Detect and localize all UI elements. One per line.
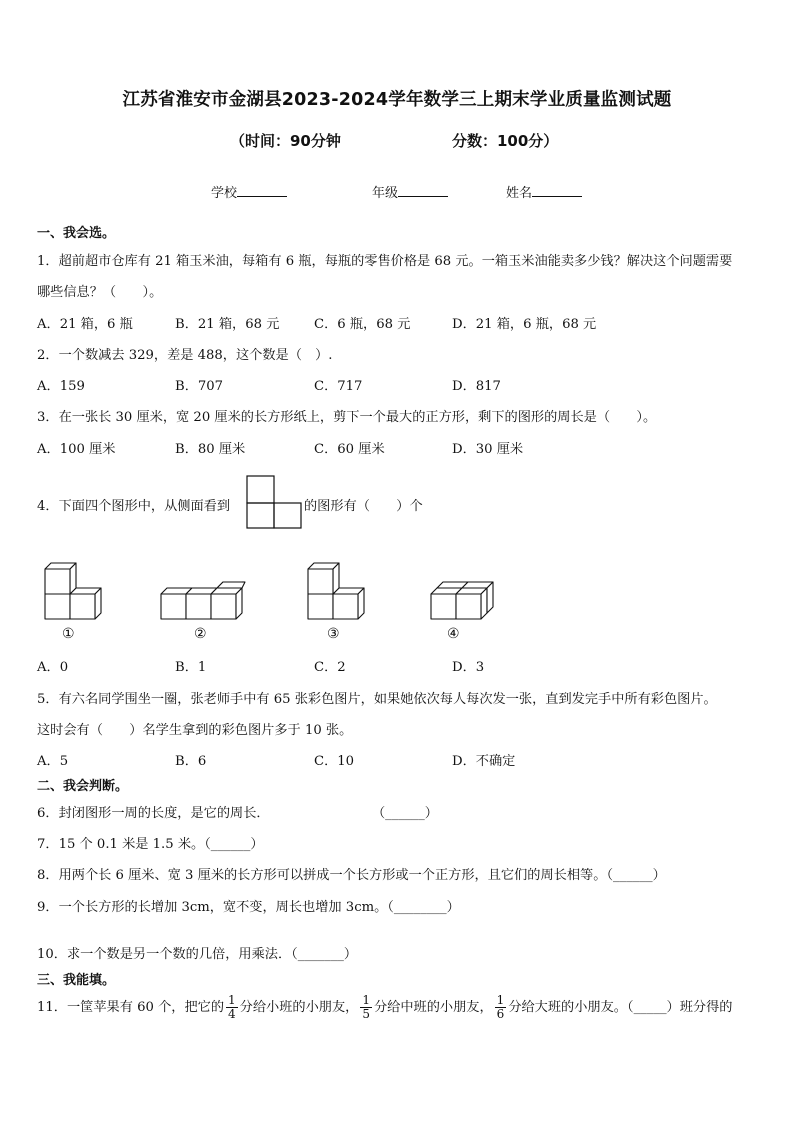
question-7: 7．15 个 0.1 米是 1.5 米。（______） [37, 837, 264, 852]
question-5-option-b[interactable]: B．6 [175, 754, 207, 769]
question-11 [37, 990, 733, 1026]
school-label: 学校 [211, 186, 238, 201]
side-view-figure [245, 474, 305, 530]
cube-figure-1 [40, 562, 106, 624]
question-5-line-2: 这时会有（ ）名学生拿到的彩色图片多于 10 张。 [37, 723, 353, 738]
cube-figure-2 [158, 578, 248, 624]
question-3-option-c[interactable]: C．60 厘米 [314, 442, 385, 457]
school-blank[interactable] [237, 196, 287, 197]
question-2: 2．一个数减去 329，差是 488，这个数是（ ）. [37, 348, 333, 363]
section-heading-2: 二、我会判断。 [37, 779, 129, 794]
question-1-option-b[interactable]: B．21 箱，68 元 [175, 317, 280, 332]
question-3-option-d[interactable]: D．30 厘米 [452, 442, 524, 457]
question-1-option-c[interactable]: C．6 瓶，68 元 [314, 317, 411, 332]
question-11-part-c: 分给中班的小朋友， [373, 1000, 493, 1015]
question-9: 9．一个长方形的长增加 3cm，宽不变，周长也增加 3cm。（________） [37, 900, 460, 915]
question-5-option-c[interactable]: C．10 [314, 754, 355, 769]
grade-blank[interactable] [398, 196, 448, 197]
question-3-option-b[interactable]: B．80 厘米 [175, 442, 246, 457]
name-blank[interactable] [532, 196, 582, 197]
section-heading-3: 三、我能填。 [37, 973, 116, 988]
question-11-part-b: 分给小班的小朋友， [239, 1000, 359, 1015]
question-4-option-b[interactable]: B．1 [175, 660, 207, 675]
exam-time: （时间：90分钟 [230, 132, 341, 150]
cube-figure-4 [428, 578, 498, 624]
question-2-option-b[interactable]: B．707 [175, 379, 224, 394]
question-1-option-a[interactable]: A．21 箱，6 瓶 [37, 317, 133, 332]
question-2-option-c[interactable]: C．717 [314, 379, 363, 394]
name-label: 姓名 [506, 186, 533, 201]
question-3: 3．在一张长 30 厘米，宽 20 厘米的长方形纸上，剪下一个最大的正方形，剩下的图形的周长是（ ）。 [37, 410, 657, 425]
question-8: 8．用两个长 6 厘米、宽 3 厘米的长方形可以拼成一个长方形或一个正方形，且它们的周长相等。（______） [37, 868, 666, 883]
question-1-line-1: 1．超前超市仓库有 21 箱玉米油，每箱有 6 瓶，每瓶的零售价格是 68 元。一箱玉米油能卖多少钱？解决这个问题需要 [37, 254, 733, 269]
page-title: 江苏省淮安市金湖县2023-2024学年数学三上期末学业质量监测试题 [122, 90, 672, 110]
question-4-option-a[interactable]: A．0 [37, 660, 69, 675]
grade-label: 年级 [372, 186, 399, 201]
question-10: 10．求一个数是另一个数的几倍，用乘法．（_______） [37, 947, 358, 962]
figure-label-2: ② [194, 626, 207, 642]
question-11-part-a: 11．一筐苹果有 60 个，把它的 [37, 1000, 225, 1015]
question-6-answer-blank[interactable]: （______） [372, 806, 438, 821]
name-field[interactable] [506, 182, 582, 201]
question-4-option-d[interactable]: D．3 [452, 660, 485, 675]
exam-score: 分数：100分） [452, 132, 559, 150]
question-3-option-a[interactable]: A．100 厘米 [37, 442, 116, 457]
section-heading-1: 一、我会选。 [37, 226, 116, 241]
cube-figure-3 [303, 562, 369, 624]
question-11-part-d: 分给大班的小朋友。（_____）班分得的 [508, 1000, 733, 1015]
fraction-one-quarter: $\frac{1}{4}$ [228, 993, 236, 1021]
school-field[interactable] [211, 182, 287, 201]
question-6: 6．封闭图形一周的长度，是它的周长． [37, 806, 270, 821]
fraction-one-fifth: $\frac{1}{5}$ [362, 993, 370, 1021]
question-1-option-d[interactable]: D．21 箱，6 瓶，68 元 [452, 317, 597, 332]
question-2-option-d[interactable]: D．817 [452, 379, 501, 394]
question-4-prefix: 4．下面四个图形中，从侧面看到 [37, 499, 231, 514]
question-1-line-2: 哪些信息？（ ）。 [37, 285, 163, 300]
question-2-option-a[interactable]: A．159 [37, 379, 85, 394]
question-5-option-a[interactable]: A．5 [37, 754, 69, 769]
question-4-suffix: 的图形有（ ）个 [304, 499, 423, 514]
figure-label-4: ④ [447, 626, 460, 642]
fraction-one-sixth: $\frac{1}{6}$ [496, 993, 505, 1021]
figure-label-3: ③ [327, 626, 340, 642]
question-4-option-c[interactable]: C．2 [314, 660, 346, 675]
question-5-line-1: 5．有六名同学围坐一圈，张老师手中有 65 张彩色图片，如果她依次每人每次发一张，直到发完手中所有彩色图片。 [37, 692, 717, 707]
grade-field[interactable] [372, 182, 448, 201]
figure-label-1: ① [62, 626, 75, 642]
question-5-option-d[interactable]: D．不确定 [452, 754, 516, 769]
